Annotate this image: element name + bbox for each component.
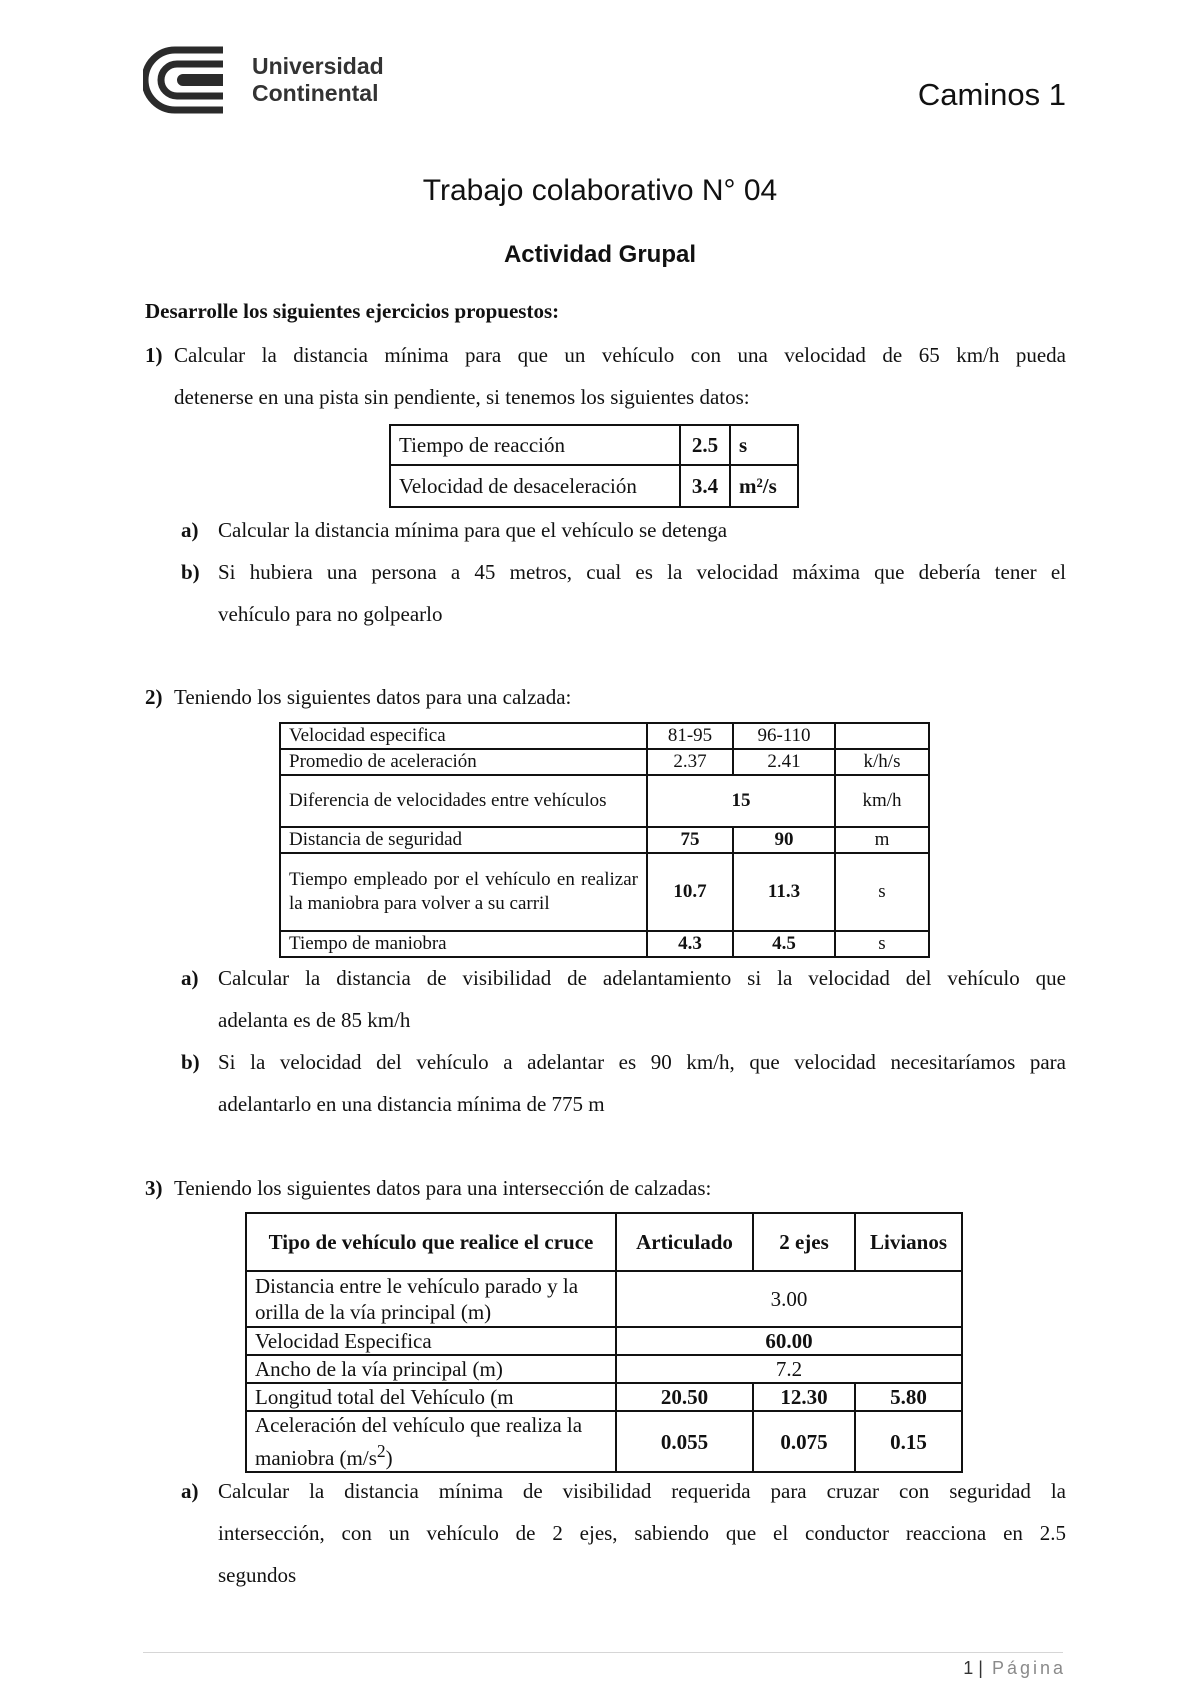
table-cell: 2.41 — [733, 749, 835, 775]
table-cell: km/h — [835, 775, 929, 827]
table-row — [246, 1411, 962, 1472]
ex3-number: 3) — [145, 1176, 163, 1200]
table-header-cell: Articulado — [616, 1213, 753, 1271]
table-cell — [835, 723, 929, 749]
ex1-line2: detenerse en una pista sin pendiente, si tenemos los siguientes datos: — [174, 385, 750, 409]
table-cell: k/h/s — [835, 749, 929, 775]
ex2-number: 2) — [145, 685, 163, 709]
table-row — [280, 827, 929, 853]
table-cell — [246, 1411, 616, 1472]
ex2-a-line2: adelanta es de 85 km/h — [218, 1008, 411, 1032]
table-cell: 11.3 — [733, 853, 835, 931]
page-word: Página — [991, 1658, 1066, 1678]
table-cell: Distancia entre le vehículo parado y la orilla de la vía principal (m) — [246, 1271, 616, 1327]
ex2-a-label: a) — [181, 966, 199, 990]
page-subtitle: Actividad Grupal — [503, 241, 697, 268]
table-cell: s — [730, 425, 798, 465]
table-cell: Tiempo de maniobra — [280, 931, 647, 957]
table-cell: s — [835, 931, 929, 957]
ex1-b-line1: Si hubiera una persona a 45 metros, cual es la velocidad máxima que debería tener el — [218, 560, 1066, 584]
accel-close: ) — [385, 1446, 393, 1470]
table-cell: m — [835, 827, 929, 853]
accel-label: Aceleración del vehículo que realiza la maniobra (m/s — [255, 1413, 583, 1470]
table-cell: 5.80 — [855, 1383, 962, 1411]
table-cell: Velocidad Especifica — [246, 1327, 616, 1355]
table-cell: 81-95 — [647, 723, 733, 749]
ex2-a-line1: Calcular la distancia de visibilidad de adelantamiento si la velocidad del vehículo que — [218, 966, 1066, 990]
table-cell: 3.4 — [680, 465, 730, 507]
table-row — [280, 749, 929, 775]
footer-divider — [143, 1652, 1063, 1653]
table-row — [390, 425, 798, 465]
table-cell: 0.055 — [616, 1411, 753, 1472]
table-cell: 0.075 — [753, 1411, 855, 1472]
table-cell: 20.50 — [616, 1383, 753, 1411]
table-row — [246, 1327, 962, 1355]
page-footer — [963, 1658, 1066, 1679]
table-cell: 4.3 — [647, 931, 733, 957]
table-row — [390, 465, 798, 507]
table-cell: Distancia de seguridad — [280, 827, 647, 853]
table-cell: 2.37 — [647, 749, 733, 775]
ex1-a-label: a) — [181, 518, 199, 542]
table-cell: m²/s — [730, 465, 798, 507]
logo-line1: Universidad — [252, 53, 384, 79]
ex2-table — [279, 722, 930, 958]
table-row — [246, 1383, 962, 1411]
table-row — [246, 1213, 962, 1271]
table-cell: Tiempo empleado por el vehículo en realizar la maniobra para volver a su carril — [280, 853, 647, 931]
course-name: Caminos 1 — [917, 77, 1066, 112]
table-cell: 75 — [647, 827, 733, 853]
ex1-table — [389, 424, 799, 508]
table-cell: 0.15 — [855, 1411, 962, 1472]
logo-wordmark — [252, 53, 384, 107]
logo-line2: Continental — [252, 80, 379, 106]
page-number: 1 — [963, 1658, 974, 1678]
footer-separator: | — [978, 1658, 983, 1678]
ex3-a-line3: segundos — [218, 1563, 297, 1587]
ex3-a-line1: Calcular la distancia mínima de visibilidad requerida para cruzar con seguridad la — [218, 1479, 1066, 1503]
table-row — [246, 1271, 962, 1327]
table-cell: 60.00 — [616, 1327, 962, 1355]
page-title: Trabajo colaborativo N° 04 — [422, 174, 778, 207]
table-cell: 10.7 — [647, 853, 733, 931]
table-cell: 96-110 — [733, 723, 835, 749]
ex1-a-text: Calcular la distancia mínima para que el vehículo se detenga — [218, 518, 728, 542]
ex3-a-label: a) — [181, 1479, 199, 1503]
table-cell: 12.30 — [753, 1383, 855, 1411]
ex1-line1: Calcular la distancia mínima para que un vehículo con una velocidad de 65 km/h pueda — [174, 343, 1066, 367]
ex3-intro: Teniendo los siguientes datos para una intersección de calzadas: — [174, 1176, 712, 1200]
table-cell: s — [835, 853, 929, 931]
table-row — [280, 853, 929, 931]
ex2-intro: Teniendo los siguientes datos para una calzada: — [174, 685, 572, 709]
table-cell: Velocidad especifica — [280, 723, 647, 749]
table-cell: 90 — [733, 827, 835, 853]
accel-exponent: 2 — [376, 1441, 386, 1461]
ex3-table — [245, 1212, 963, 1473]
table-cell: 4.5 — [733, 931, 835, 957]
table-cell: Promedio de aceleración — [280, 749, 647, 775]
table-header-cell: 2 ejes — [753, 1213, 855, 1271]
ex2-b-label: b) — [181, 1050, 200, 1074]
ex3-a-line2: intersección, con un vehículo de 2 ejes, sabiendo que el conductor reacciona en 2.5 — [218, 1521, 1066, 1545]
table-row — [280, 775, 929, 827]
table-cell: 7.2 — [616, 1355, 962, 1383]
table-cell: Diferencia de velocidades entre vehículos — [280, 775, 647, 827]
instructions: Desarrolle los siguientes ejercicios propuestos: — [145, 299, 560, 323]
table-cell: 2.5 — [680, 425, 730, 465]
table-cell: 15 — [647, 775, 835, 827]
ex1-number: 1) — [145, 343, 163, 367]
table-cell: Ancho de la vía principal (m) — [246, 1355, 616, 1383]
table-cell: Tiempo de reacción — [390, 425, 680, 465]
ex1-b-label: b) — [181, 560, 200, 584]
ex2-b-line1: Si la velocidad del vehículo a adelantar es 90 km/h, que velocidad necesitaríamos para — [218, 1050, 1066, 1074]
table-row — [246, 1355, 962, 1383]
table-header-cell: Livianos — [855, 1213, 962, 1271]
table-row — [280, 723, 929, 749]
table-cell: Longitud total del Vehículo (m — [246, 1383, 616, 1411]
table-cell: 3.00 — [616, 1271, 962, 1327]
table-header-cell: Tipo de vehículo que realice el cruce — [246, 1213, 616, 1271]
ex1-b-line2: vehículo para no golpearlo — [218, 602, 443, 626]
table-cell: Velocidad de desaceleración — [390, 465, 680, 507]
ex2-b-line2: adelantarlo en una distancia mínima de 775 m — [218, 1092, 605, 1116]
table-row — [280, 931, 929, 957]
